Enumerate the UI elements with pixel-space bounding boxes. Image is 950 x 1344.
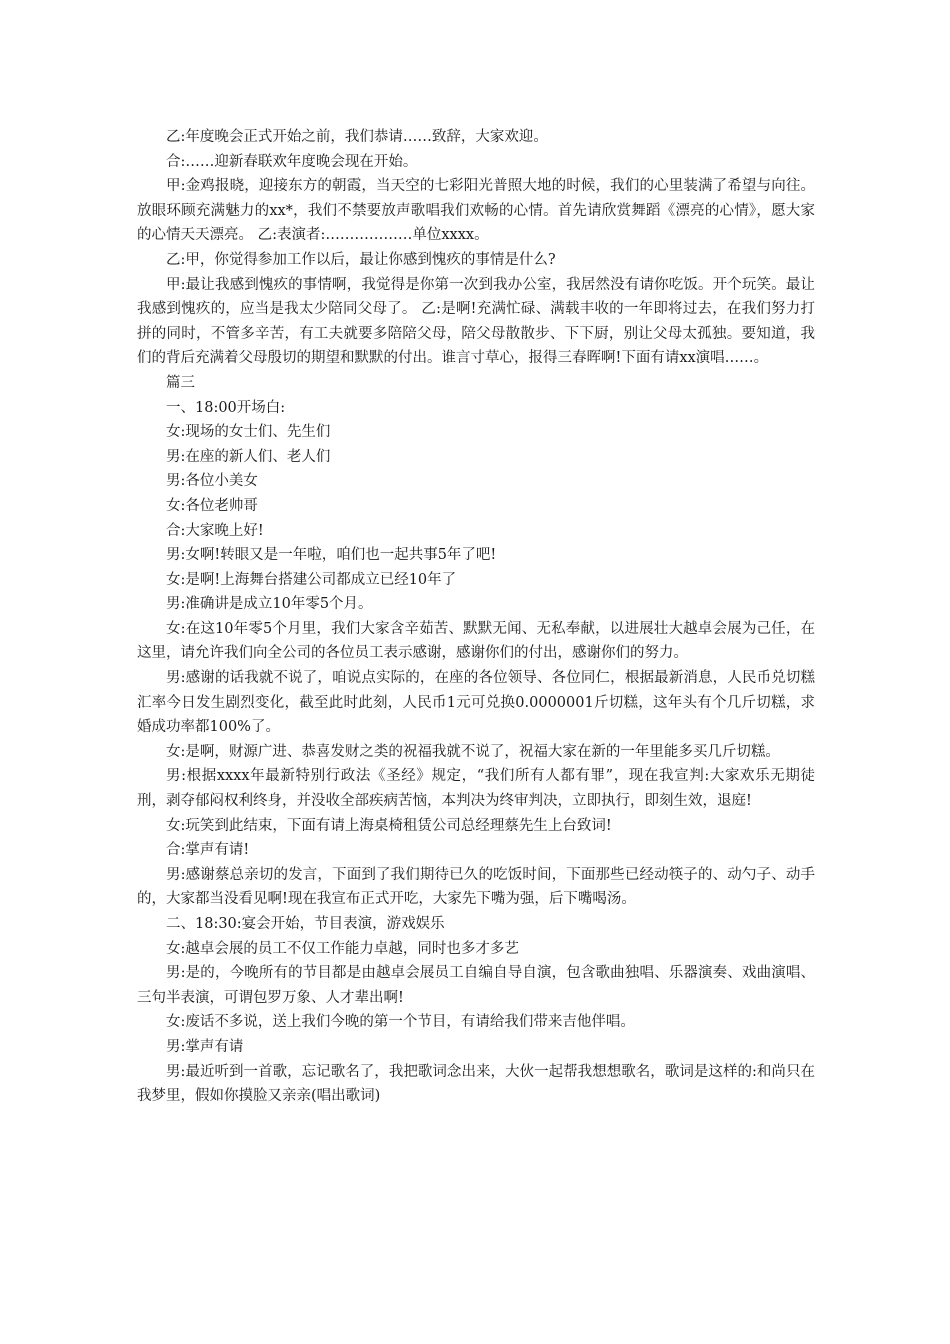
- paragraph: 合:掌声有请!: [166, 842, 250, 859]
- paragraph: 乙:甲，你觉得参加工作以后，最让你感到愧疚的事情是什么?: [166, 251, 556, 268]
- paragraph: 女:越卓会展的员工不仅工作能力卓越，同时也多才多艺: [166, 940, 519, 957]
- paragraph: 男:各位小美女: [166, 473, 258, 490]
- subsection-heading: 二、18:30:宴会开始，节目表演，游戏娱乐: [166, 916, 445, 932]
- paragraph: 女:废话不多说，送上我们今晚的第一个节目，有请给我们带来吉他伴唱。: [166, 1014, 635, 1031]
- paragraph: 女:在这10年零5个月里，我们大家含辛茹苦、默默无闻、无私奉献，以进展壮大越卓会展为己任，在这里，请允许我们向全公司的各位员工表示感谢，感谢你们的付出，感谢你们的努力。: [137, 620, 815, 662]
- paragraph: 女:是啊!上海舞台搭建公司都成立已经10年了: [166, 571, 457, 588]
- paragraph: 男:感谢的话我就不说了，咱说点实际的，在座的各位领导、各位同仁，根据最新消息，人民币兑切糕汇率今日发生剧烈变化，截至此时此刻，人民币1元可兑换0.0000001斤切糕，这年头有个几斤切糕，求婚成功率都100%了。: [137, 670, 815, 736]
- paragraph: 女:现场的女士们、先生们: [166, 424, 331, 441]
- section-heading: 篇三: [166, 374, 195, 391]
- paragraph: 女:是啊，财源广进、恭喜发财之类的祝福我就不说了，祝福大家在新的一年里能多买几斤切糕。: [166, 743, 780, 760]
- subsection-heading: 一、18:00开场白:: [166, 399, 286, 416]
- paragraph: 男:女啊!转眼又是一年啦，咱们也一起共事5年了吧!: [166, 547, 497, 564]
- paragraph: 乙:年度晚会正式开始之前，我们恭请……致辞，大家欢迎。: [166, 129, 548, 145]
- paragraph: 合:大家晚上好!: [166, 522, 264, 539]
- paragraph: 男:根据xxxx年最新特别行政法《圣经》规定，“我们所有人都有罪”，现在我宣判:大家欢乐无期徒刑，剥夺郁闷权利终身，并没收全部疾病苦恼，本判决为终审判决，立即执行，即刻生效，退庭!: [137, 768, 815, 810]
- paragraph: 男:准确讲是成立10年零5个月。: [166, 596, 373, 613]
- paragraph: 女:玩笑到此结束，下面有请上海桌椅租赁公司总经理蔡先生上台致词!: [166, 817, 612, 834]
- paragraph: 男:是的，今晚所有的节目都是由越卓会展员工自编自导自演，包含歌曲独唱、乐器演奏、戏曲演唱、三句半表演，可谓包罗万象、人才辈出啊!: [137, 965, 815, 1006]
- paragraph: 男:掌声有请: [166, 1038, 244, 1055]
- paragraph: 男:最近听到一首歌，忘记歌名了，我把歌词念出来，大伙一起帮我想想歌名，歌词是这样的:和尚只在我梦里，假如你摸脸又亲亲(唱出歌词): [137, 1063, 815, 1105]
- paragraph: 男:在座的新人们、老人们: [166, 448, 331, 465]
- paragraph: 合:……迎新春联欢年度晚会现在开始。: [166, 153, 418, 170]
- paragraph: 男:感谢蔡总亲切的发言，下面到了我们期待已久的吃饭时间，下面那些已经动筷子的、动勺子、动手的，大家都当没看见啊!现在我宣布正式开吃，大家先下嘴为强，后下嘴喝汤。: [137, 866, 815, 908]
- paragraph: 甲:最让我感到愧疚的事情啊，我觉得是你第一次到我办公室，我居然没有请你吃饭。开个玩笑。最让我感到愧疚的，应当是我太少陪同父母了。 乙:是啊!充满忙碌、满载丰收的一年即将过去，在我们努力打拼的同时，不管多辛苦，有工夫就要多陪陪父母，陪父母散散步、下下厨，别让父母太孤独。要知道，我们的背后充满着父母殷切的期望和默默的付出。谁言寸草心，报得三春晖啊!下面有请xx演唱……。: [137, 276, 815, 367]
- paragraph: 甲:金鸡报晓，迎接东方的朝霞，当天空的七彩阳光普照大地的时候，我们的心里装满了希望与向往。放眼环顾充满魅力的xx*，我们不禁要放声歌唱我们欢畅的心情。首先请欣赏舞蹈《漂亮的心情》，愿大家的心情天天漂亮。 乙:表演者:………………单位xxxx。: [137, 178, 815, 244]
- paragraph: 女:各位老帅哥: [166, 497, 258, 514]
